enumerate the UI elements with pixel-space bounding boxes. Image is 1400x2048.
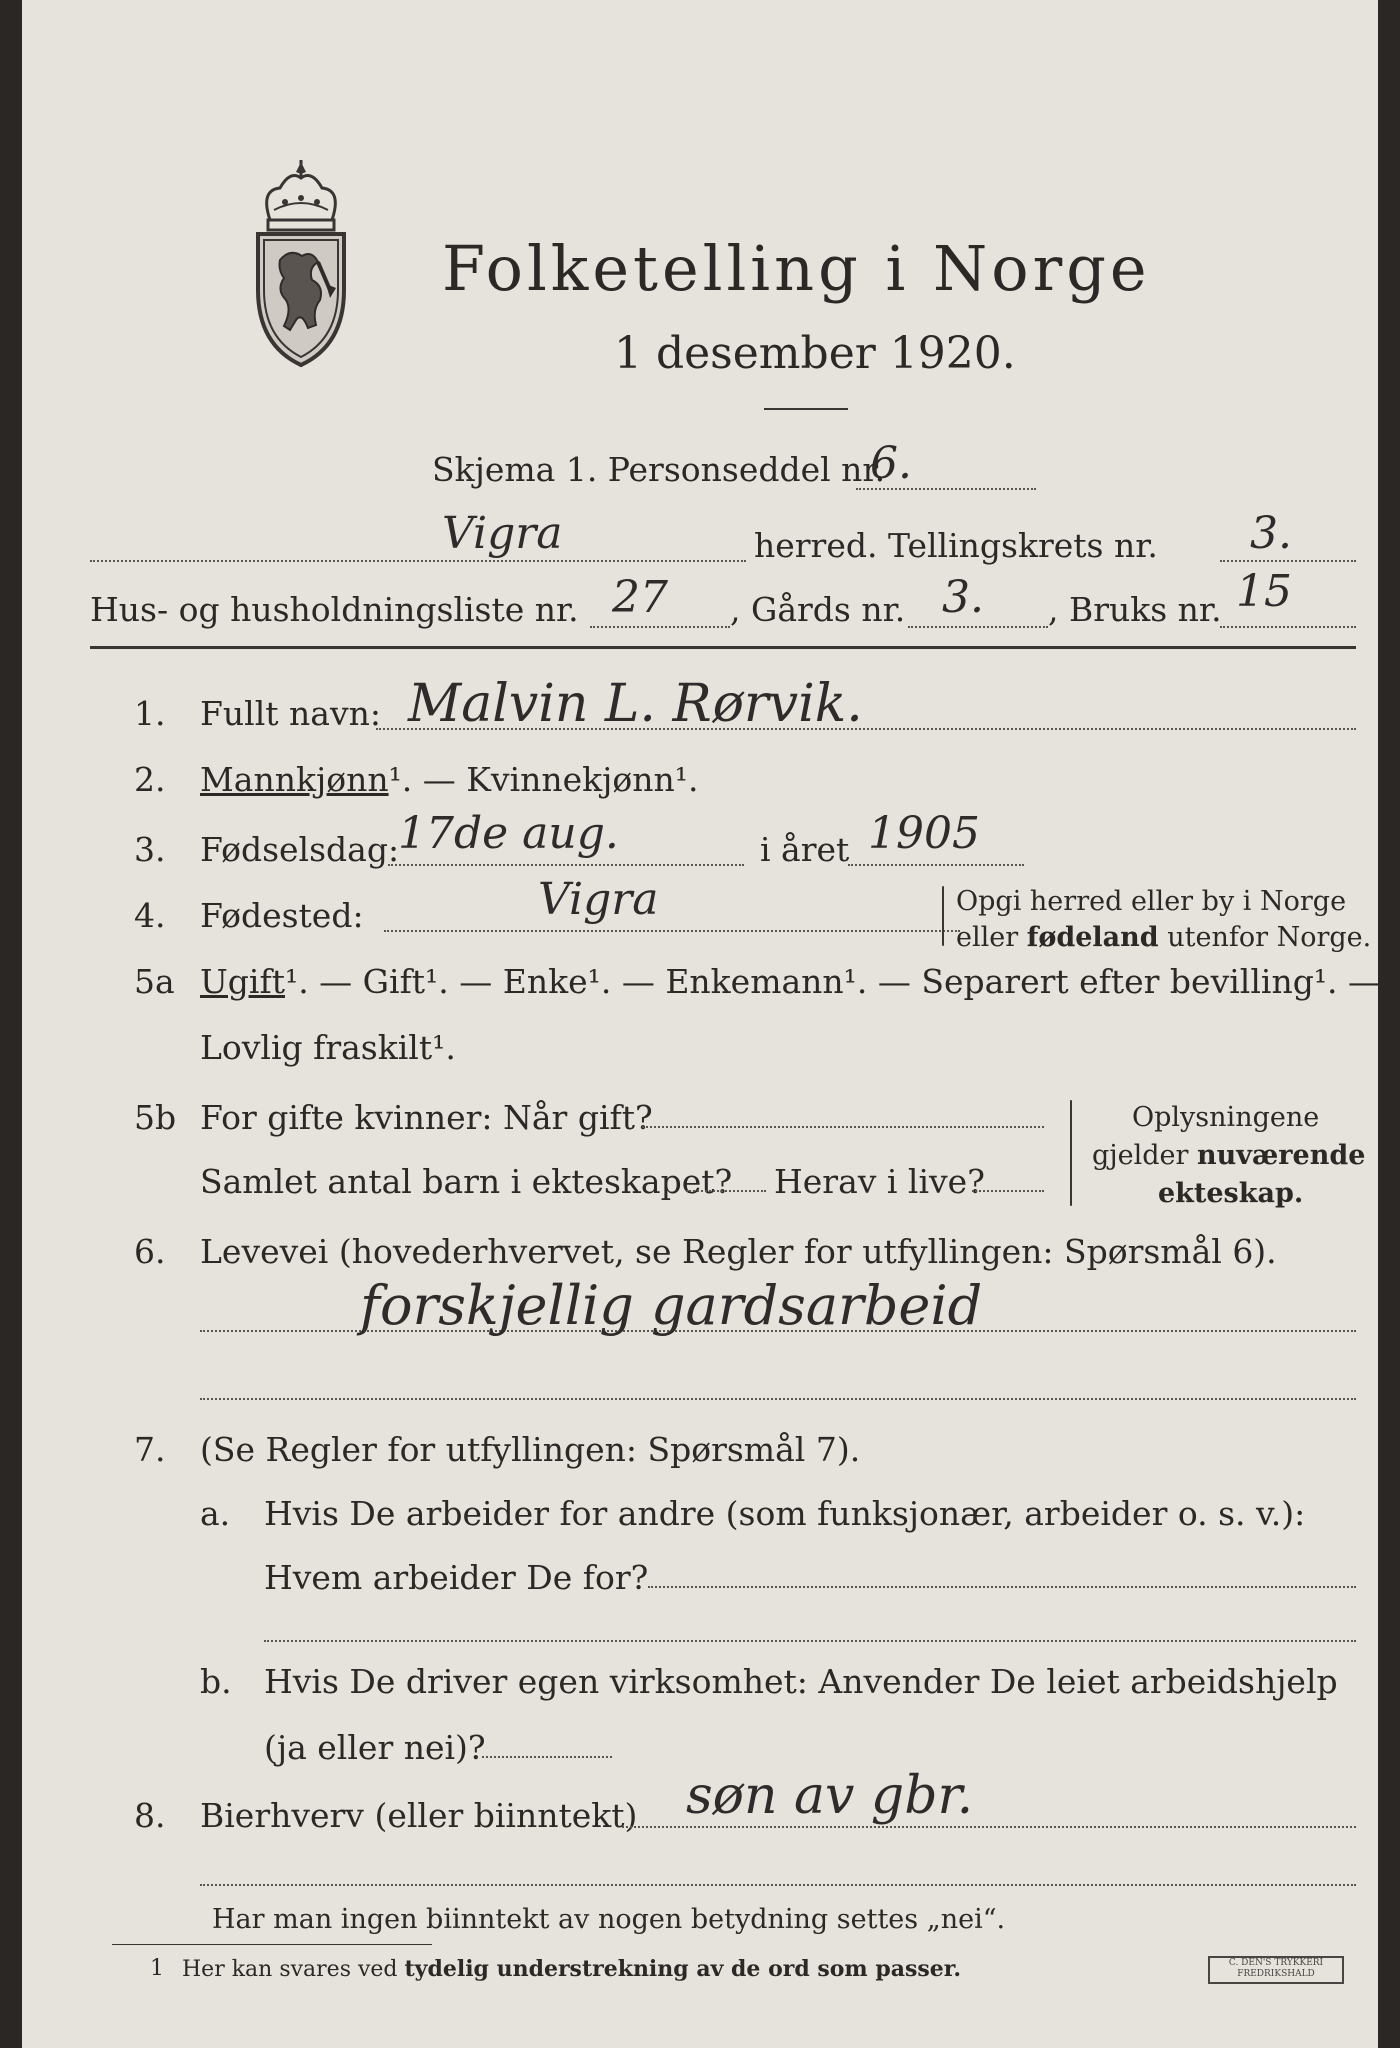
q5b-alive-label: Herav i live? [774,1162,985,1201]
herred-label: herred. [754,526,878,565]
skjema-label: Skjema 1. Personseddel nr. [432,450,886,489]
census-date: 1 desember 1920. [614,328,1016,379]
year-label: i året [760,830,850,869]
q7b-line1: Hvis De driver egen virksomhet: Anvender De leiet arbeidshjelp [264,1662,1338,1701]
norwegian-coat-of-arms-icon [250,160,352,370]
q7b-letter: b. [200,1662,232,1701]
q6-label: Levevei (hovederhvervet, se Regler for utfyllingen: Spørsmål 6). [200,1232,1277,1271]
bruks-value: 15 [1236,566,1292,617]
q3-label: Fødselsdag: [200,830,400,869]
q7b-line2: (ja eller nei)? [264,1728,486,1767]
title-divider [764,408,848,410]
q8-number: 8. [134,1796,166,1835]
q5b-note-line1: Oplysningene [1132,1102,1320,1133]
bruks-label: , Bruks nr. [1048,590,1222,629]
gards-value: 3. [942,572,984,623]
q7a-letter: a. [200,1494,231,1533]
q5a-number: 5a [134,962,175,1001]
full-name-value: Malvin L. Rørvik. [408,674,863,734]
q4-number: 4. [134,896,166,935]
tellingskrets-label: Tellingskrets nr. [888,526,1158,565]
q5b-note-line3: ekteskap. [1158,1178,1304,1209]
q7a-line1: Hvis De arbeider for andre (som funksjonær, arbeider o. s. v.): [264,1494,1306,1533]
q2-number: 2. [134,760,166,799]
occupation-value: forskjellig gardsarbeid [360,1274,983,1337]
q6-number: 6. [134,1232,166,1271]
birthplace-note-line1: Opgi herred eller by i Norge [956,886,1347,917]
q7-label: (Se Regler for utfyllingen: Spørsmål 7). [200,1430,861,1469]
option-kvinnekjonn: Kvinnekjønn [466,760,675,799]
birth-year-value: 1905 [868,808,980,859]
q3-number: 3. [134,830,166,869]
q2-sex-options: Mannkjønn¹. — Kvinnekjønn¹. [200,760,699,799]
census-form-page [22,0,1382,2048]
option-ugift: Ugift [200,962,285,1001]
q7-number: 7. [134,1430,166,1469]
footnote-divider [112,1944,432,1945]
tellingskrets-value: 3. [1250,508,1292,559]
footnote-mark: 1 [150,1956,164,1981]
herred-value: Vigra [442,508,563,559]
q1-number: 1. [134,694,166,733]
q5b-married-label: For gifte kvinner: Når gift? [200,1098,653,1137]
q8-label: Bierhverv (eller biinntekt) [200,1796,638,1835]
q7a-line2: Hvem arbeider De for? [264,1558,649,1597]
form-title: Folketelling i Norge [442,232,1151,305]
birthplace-note-line2: eller fødeland utenfor Norge. [956,922,1372,953]
header-divider [90,646,1356,649]
q5b-children-label: Samlet antal barn i ekteskapet? [200,1162,733,1201]
secondary-occupation-value: søn av gbr. [686,1766,974,1826]
q5b-number: 5b [134,1098,177,1137]
husholdningsliste-value: 27 [612,572,668,623]
q5b-note-line2: gjelder nuværende [1092,1140,1366,1171]
q1-label: Fullt navn: [200,694,381,733]
option-mannkjonn: Mannkjønn [200,760,389,799]
q5a-marital-options: Ugift¹. — Gift¹. — Enke¹. — Enkemann¹. — Separert efter bevilling¹. — [200,962,1382,1001]
footnote-text: Her kan svares ved tydelig understrekning av de ord som passer. [182,1956,962,1982]
birthplace-value: Vigra [538,874,659,925]
husholdningsliste-label: Hus- og husholdningsliste nr. [90,590,579,629]
q5a-marital-options-line2: Lovlig fraskilt¹. [200,1028,456,1067]
birthday-value: 17de aug. [398,808,619,859]
q4-label: Fødested: [200,896,364,935]
gards-label: , Gårds nr. [730,590,906,629]
personseddel-number-value: 6. [870,438,912,489]
printer-stamp: C. DEN'S TRYKKERI FREDRIKSHALD [1208,1956,1344,1984]
q8-note: Har man ingen biinntekt av nogen betydning settes „nei“. [212,1904,1006,1935]
